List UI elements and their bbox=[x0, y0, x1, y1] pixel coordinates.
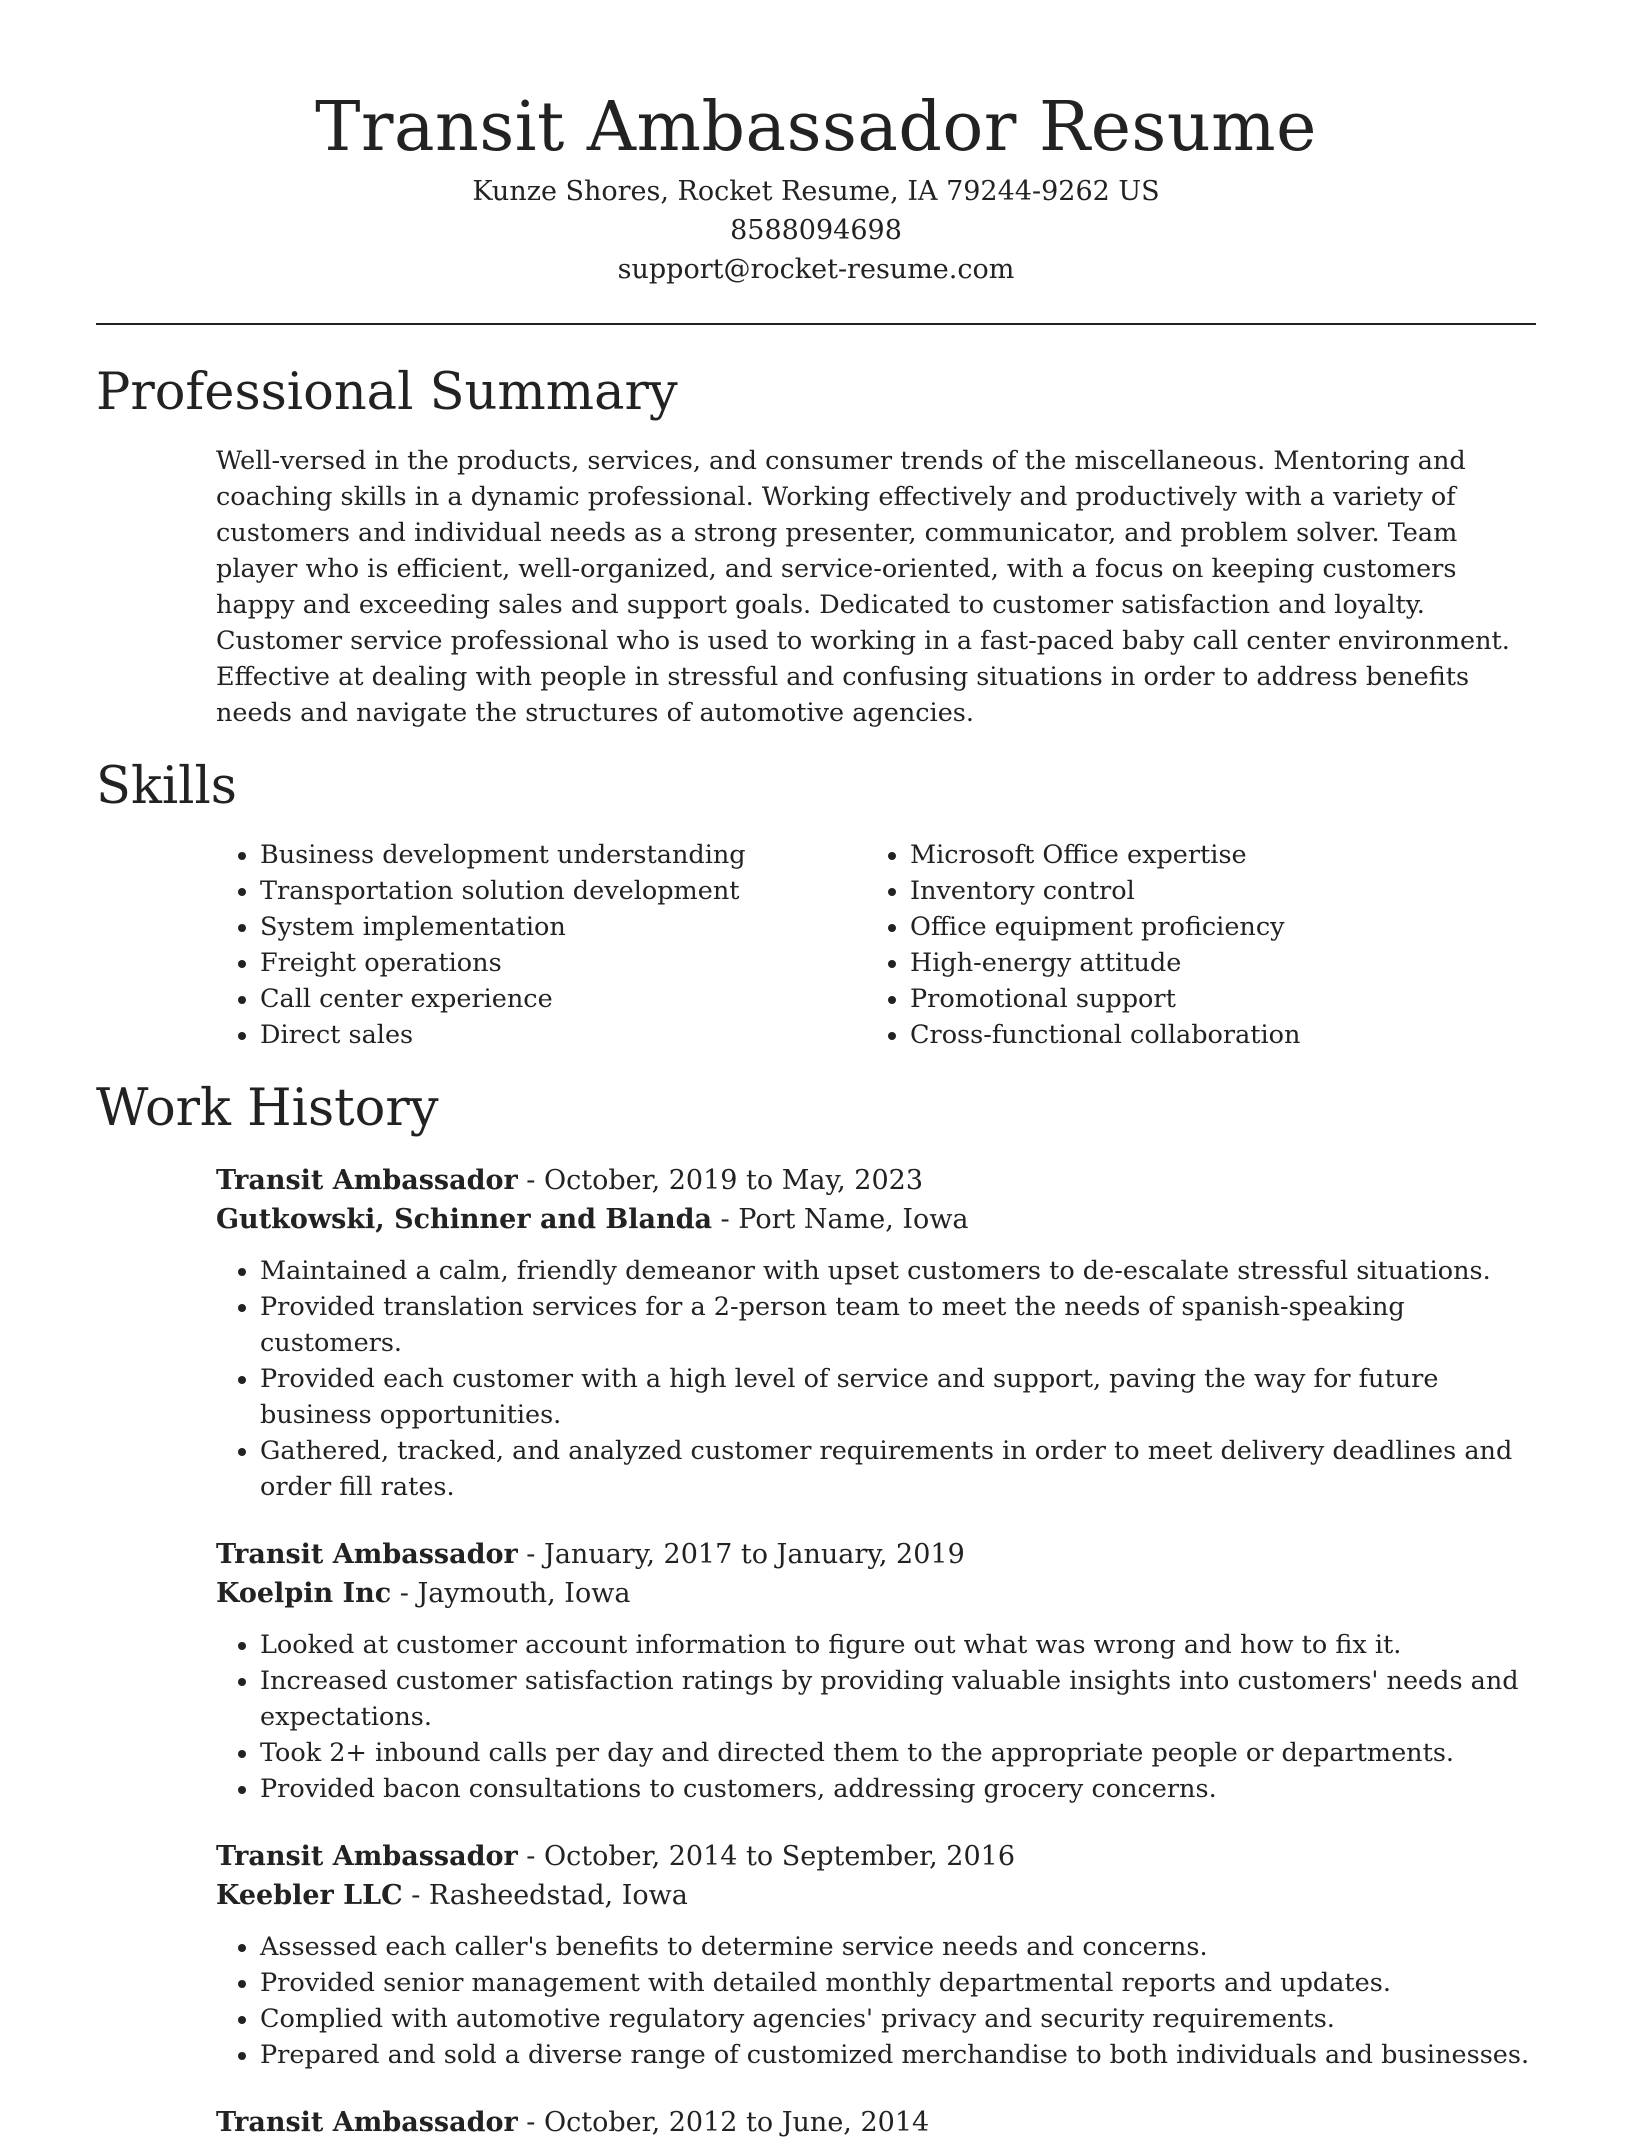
job-duties bbox=[216, 1627, 1536, 1807]
skill-item: • Call center experience bbox=[260, 981, 866, 1017]
skill-item: • Freight operations bbox=[260, 945, 866, 981]
skills-section bbox=[96, 757, 1536, 1053]
page-title: Transit Ambassador Resume bbox=[315, 88, 1317, 167]
skill-item: • Inventory control bbox=[910, 873, 1516, 909]
job-entry bbox=[216, 1161, 1536, 1505]
resume-page bbox=[96, 0, 1536, 2142]
job-duties bbox=[216, 1253, 1536, 1505]
skill-item: • Transportation solution development bbox=[260, 873, 866, 909]
job-entry bbox=[216, 1837, 1536, 2073]
job-duty: • Provided each customer with a high level of service and support, paving the way for future business opportunities. bbox=[260, 1361, 1536, 1433]
summary-heading: Professional Summary bbox=[96, 363, 678, 422]
job-duty: • Provided bacon consultations to customers, addressing grocery concerns. bbox=[260, 1771, 1536, 1807]
job-duty: • Provided senior management with detailed monthly departmental reports and updates. bbox=[260, 1965, 1536, 2001]
job-duty: • Looked at customer account information to figure out what was wrong and how to fix it. bbox=[260, 1627, 1536, 1663]
job-location: - Rasheedstad, Iowa bbox=[402, 1880, 688, 1911]
job-title-line bbox=[216, 1535, 1536, 1574]
summary-section bbox=[96, 363, 1536, 731]
job-company: Koelpin Inc bbox=[216, 1578, 392, 1609]
job-company: Keebler LLC bbox=[216, 1880, 403, 1911]
contact-email: support@rocket-resume.com bbox=[617, 254, 1015, 285]
job-location: - Port Name, Iowa bbox=[711, 1204, 969, 1235]
skill-item: • Cross-functional collaboration bbox=[910, 1017, 1516, 1053]
job-title: Transit Ambassador bbox=[216, 2107, 518, 2138]
job-company: Gutkowski, Schinner and Blanda bbox=[216, 1204, 712, 1235]
header-divider bbox=[96, 323, 1536, 325]
skill-item: • Direct sales bbox=[260, 1017, 866, 1053]
job-dates: - January, 2017 to January, 2019 bbox=[517, 1539, 965, 1570]
job-duty: • Prepared and sold a diverse range of customized merchandise to both individuals and businesses. bbox=[260, 2037, 1536, 2073]
job-duty: • Provided translation services for a 2-person team to meet the needs of spanish-speaking customers. bbox=[260, 1289, 1536, 1361]
skills-list bbox=[216, 837, 1536, 1053]
job-company-line bbox=[216, 1876, 1536, 1915]
contact-address: Kunze Shores, Rocket Resume, IA 79244-9262 US bbox=[472, 176, 1160, 207]
job-title-line bbox=[216, 1837, 1536, 1876]
skill-item: • Office equipment proficiency bbox=[910, 909, 1516, 945]
job-duty: • Complied with automotive regulatory agencies' privacy and security requirements. bbox=[260, 2001, 1536, 2037]
summary-text: Well-versed in the products, services, and consumer trends of the miscellaneous. Mentoring and coaching skills in a dynamic professional. Working effectively and productively with a variety of customers and individual needs as a strong presenter, communicator, and problem solver. Team player who is efficient, well-organized, and service-oriented, with a focus on keeping customers happy and exceeding sales and support goals. Dedicated to customer satisfaction and loyalty. Customer service professional who is used to working in a fast-paced baby call center environment. Effective at dealing with people in stressful and confusing situations in order to address benefits needs and navigate the structures of automotive agencies. bbox=[216, 446, 1510, 728]
job-entry bbox=[216, 1535, 1536, 1807]
job-dates: - October, 2012 to June, 2014 bbox=[517, 2107, 930, 2138]
skills-column-left bbox=[216, 837, 866, 1053]
job-duties bbox=[216, 1929, 1536, 2073]
resume-header bbox=[96, 0, 1536, 289]
skill-item: • High-energy attitude bbox=[910, 945, 1516, 981]
job-duty: • Maintained a calm, friendly demeanor with upset customers to de-escalate stressful situations. bbox=[260, 1253, 1536, 1289]
job-title: Transit Ambassador bbox=[216, 1539, 518, 1570]
job-title: Transit Ambassador bbox=[216, 1841, 518, 1872]
job-duty: • Took 2+ inbound calls per day and directed them to the appropriate people or departments. bbox=[260, 1735, 1536, 1771]
skill-item: • System implementation bbox=[260, 909, 866, 945]
job-duty: • Gathered, tracked, and analyzed customer requirements in order to meet delivery deadlines and order fill rates. bbox=[260, 1433, 1536, 1505]
skill-item: • Promotional support bbox=[910, 981, 1516, 1017]
job-location: - Jaymouth, Iowa bbox=[391, 1578, 631, 1609]
job-title-line bbox=[216, 1161, 1536, 1200]
work-history-section bbox=[96, 1079, 1536, 2142]
job-title-line bbox=[216, 2103, 1536, 2142]
contact-block bbox=[96, 172, 1536, 289]
work-history-heading: Work History bbox=[96, 1079, 439, 1138]
job-title: Transit Ambassador bbox=[216, 1165, 518, 1196]
job-duty: • Increased customer satisfaction ratings by providing valuable insights into customers' needs and expectations. bbox=[260, 1663, 1536, 1735]
job-company-line bbox=[216, 1574, 1536, 1613]
job-duty: • Assessed each caller's benefits to determine service needs and concerns. bbox=[260, 1929, 1536, 1965]
job-company-line bbox=[216, 1200, 1536, 1239]
skills-column-right bbox=[866, 837, 1516, 1053]
skill-item: • Business development understanding bbox=[260, 837, 866, 873]
contact-phone: 8588094698 bbox=[730, 215, 902, 246]
job-dates: - October, 2014 to September, 2016 bbox=[517, 1841, 1015, 1872]
skill-item: • Microsoft Office expertise bbox=[910, 837, 1516, 873]
job-entry bbox=[216, 2103, 1536, 2142]
job-dates: - October, 2019 to May, 2023 bbox=[517, 1165, 924, 1196]
skills-heading: Skills bbox=[96, 757, 237, 816]
